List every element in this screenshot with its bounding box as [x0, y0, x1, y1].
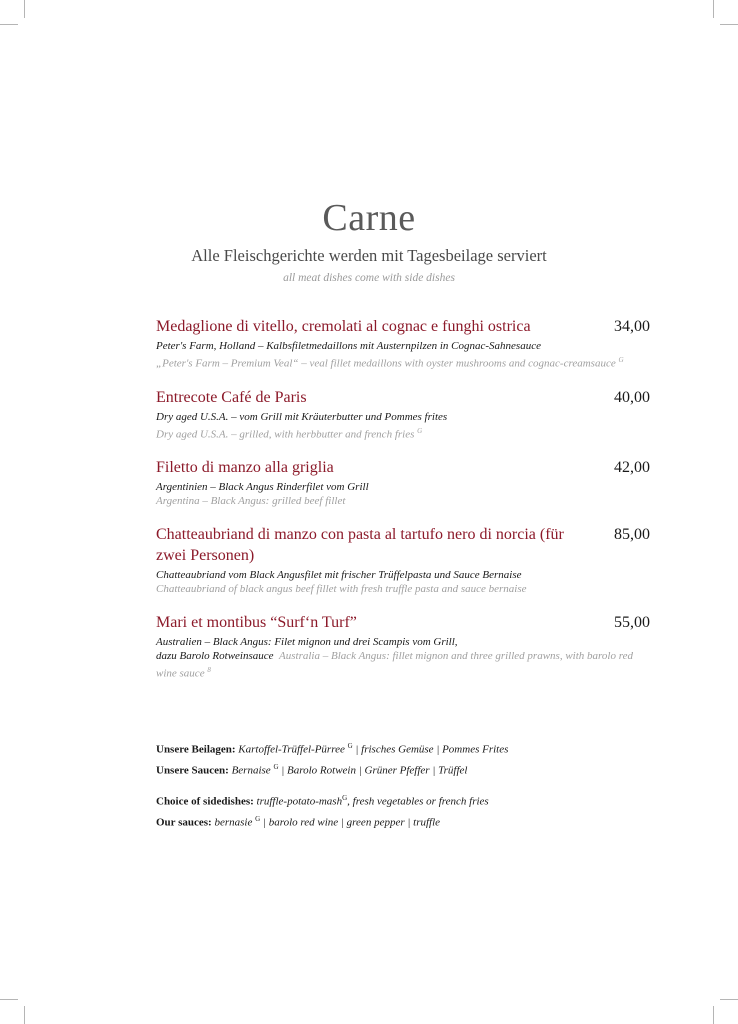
footer-de	[156, 738, 656, 779]
dish-price: 85,00	[614, 526, 650, 544]
dish-description-de: Peter's Farm, Holland – Kalbsfiletmedaillons mit Austernpilzen in Cognac-Sahnesauce	[156, 340, 541, 352]
crop-mark	[0, 999, 18, 1000]
menu-item	[156, 612, 650, 681]
sides-en-line: Choice of sidedishes: truffle-potato-mash$^G$, fresh vegetables or french fries	[156, 794, 489, 808]
dish-description-de: Dry aged U.S.A. – vom Grill mit Kräuterbutter und Pommes frites	[156, 410, 448, 423]
dish-name: Mari et montibus “Surf‘n Turf”	[156, 614, 357, 632]
crop-mark	[0, 24, 18, 25]
dish-price: 55,00	[614, 614, 650, 632]
crop-mark	[720, 24, 738, 25]
sauces-en-line: Our sauces: bernasie $^G$ | barolo red wine | green pepper | truffle	[156, 814, 441, 829]
dish-description-de: Argentinien – Black Angus Rinderfilet vom Grill	[156, 481, 369, 494]
page-subtitle: Alle Fleischgerichte werden mit Tagesbeilage serviert	[191, 246, 547, 265]
allergen-marker: 8	[207, 666, 211, 675]
page-subtitle-en: all meat dishes come with side dishes	[283, 272, 455, 284]
dish-description-en: „Peter's Farm – Premium Veal“ – veal fillet medaillons with oyster mushrooms and cognac-creamsauce $^G$	[156, 356, 624, 370]
allergen-marker: G	[618, 356, 624, 364]
dish-description-de-2: dazu Barolo Rotweinsauce	[156, 650, 274, 663]
dish-price: 34,00	[614, 318, 650, 335]
menu-item	[156, 524, 650, 596]
sides-de-line: Unsere Beilagen: Kartoffel-Trüffel-Pürree $^G$ | frisches Gemüse | Pommes Frites	[156, 742, 509, 756]
dish-name: Filetto di manzo alla griglia	[156, 459, 334, 477]
footer-en	[156, 790, 656, 831]
dish-description-en: Dry aged U.S.A. – grilled, with herbbutter and french fries $^G$	[156, 426, 423, 441]
dish-name: Chatteaubriand di manzo con pasta al tartufo nero di norcia (für zwei Personen)	[156, 526, 564, 565]
menu-item	[156, 387, 650, 442]
sauces-de-line: Unsere Saucen: Bernaise $^G$ | Barolo Rotwein | Grüner Pfeffer | Trüffel	[156, 762, 468, 777]
crop-mark	[720, 999, 738, 1000]
dish-name: Medaglione di vitello, cremolati al cognac e funghi ostrica	[156, 318, 531, 335]
dish-name: Entrecote Café de Paris	[156, 388, 307, 406]
dish-description-de: Chatteaubriand vom Black Angusfilet mit frischer Trüffelpasta und Sauce Bernaise	[156, 569, 522, 582]
page-title: Carne	[322, 197, 416, 239]
crop-mark	[713, 1006, 714, 1024]
dish-description-en: Australia – Black Angus: fillet mignon and three grilled prawns, with barolo red wine sauce	[156, 650, 633, 680]
menu-list	[156, 316, 650, 697]
crop-mark	[24, 1006, 25, 1024]
crop-mark	[24, 0, 25, 18]
dish-description-en: Chatteaubriand of black angus beef fillet with fresh truffle pasta and sauce bernaise	[156, 583, 527, 596]
menu-item	[156, 457, 650, 508]
dish-description-en: Argentina – Black Angus: grilled beef fillet	[156, 495, 346, 508]
allergen-marker: G	[417, 426, 423, 435]
crop-mark	[713, 0, 714, 18]
dish-price: 42,00	[614, 459, 650, 477]
dish-price: 40,00	[614, 388, 650, 406]
menu-item	[156, 316, 650, 371]
dish-description-mixed	[156, 649, 650, 681]
dish-description-de: Australien – Black Angus: Filet mignon und drei Scampis vom Grill,	[156, 636, 458, 649]
